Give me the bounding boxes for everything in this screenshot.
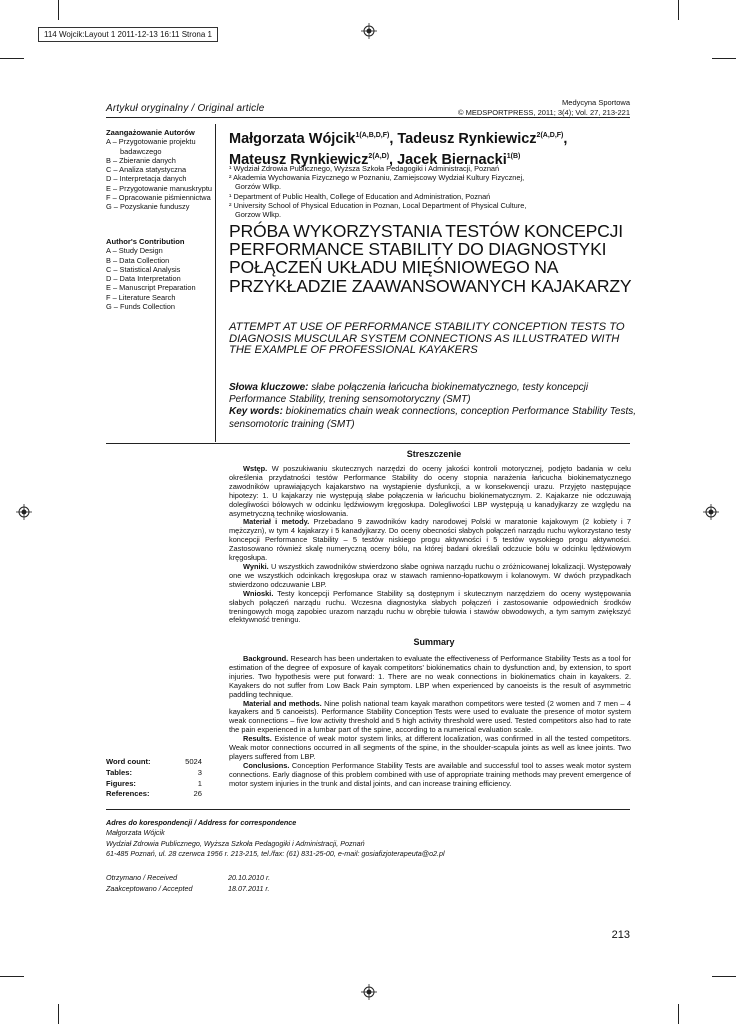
author-contribution-pl <box>106 128 216 212</box>
paragraph-text: Conception Performance Stability Tests are available and successful tool to asses weak motor system connections. Early diagnose of this problem combined with use of appropriate training methods may prevent emergence of motor system injuries in the trunk and distal joints, and can increase training efficiency. <box>229 760 631 788</box>
summary-heading: Summary <box>413 637 455 647</box>
contribution-item: badawczego <box>120 146 162 156</box>
count-value: 26 <box>193 789 202 799</box>
registration-mark-top-icon <box>361 23 377 39</box>
author-name: , Jacek Biernacki <box>389 151 507 168</box>
contribution-item: D – Interpretacja danych <box>106 174 187 184</box>
date-label: Otrzymano / Received <box>106 873 178 882</box>
contribution-item: C – Statistical Analysis <box>106 264 181 274</box>
abstract-paragraph <box>229 762 631 789</box>
keywords-en-text: biokinematics chain weak connections, conception Performance Stability Tests, sensomotoric training (SMT) <box>229 406 637 430</box>
count-value: 1 <box>197 778 202 788</box>
crop-mark-bottom-right-v <box>678 1004 679 1024</box>
crop-mark-bottom-right-h <box>712 976 736 977</box>
header-rule <box>106 117 630 118</box>
title-english: ATTEMPT AT USE OF PERFORMANCE STABILITY CONCEPTION TESTS TO DIAGNOSIS MUSCULAR SYSTEM CONNECTIONS AS ILLUSTRATED WITH THE EXAMPLE OF PROFESSIONAL KAYAKERS <box>229 321 625 357</box>
paragraph-text: Nine polish national team kayak marathon competitors were tested (2 women and 7 men – 4 kayakers and 5 canoeists). Performance Stability Conception Tests were used to evaluate the presence of motor system weak connections – five low activity threshold and 5 high activity threshold were used. Tested competitors also had to rate the pain experienced in a lumbar part of the spine, according to a numerical evaluation scale. <box>229 698 632 735</box>
author-contribution-en <box>106 237 216 311</box>
title-polish: PRÓBA WYKORZYSTANIA TESTÓW KONCEPCJI PERFORMANCE STABILITY DO DIAGNOSTYKI POŁĄCZEŃ UKŁADU MIĘŚNIOWEGO NA PRZYKŁADZIE ZAAWANSOWANYCH KAJAKARZY <box>229 221 632 296</box>
paragraph-label: Material and methods. <box>243 698 322 708</box>
date-row <box>106 873 270 884</box>
contribution-item: B – Data Collection <box>106 255 170 265</box>
author-list <box>229 127 639 169</box>
count-label: Word count: <box>106 757 151 766</box>
date-label: Zaakceptowano / Accepted <box>106 883 193 893</box>
abstract-paragraph <box>229 735 631 762</box>
keywords-pl-text: słabe połączenia łańcucha biokinematycznego, testy koncepcji Performance Stability, trening sensomotoryczny (SMT) <box>229 382 589 406</box>
contribution-item: B – Zbieranie danych <box>106 155 176 165</box>
paragraph-text: Research has been undertaken to evaluate the effectiveness of Performance Stability Tests as a tool for estimation of the degree of exposure of kayak competitors' biokinematics chain to dysfunction and, by extension, to sport injuries. Two hypothesis were put forward: 1. There are no weak connections in biokinematics chain in kayakers. 2. Kayakers do not suffer from Low Back Pain symptom. LBP when experienced by canoeists is the result of asymmetric paddling technique. <box>229 654 631 699</box>
citation: © MEDSPORTPRESS, 2011; 3(4); Vol. 27, 213-221 <box>458 108 630 117</box>
affiliations <box>229 164 639 219</box>
paragraph-text: Przebadano 9 zawodników kadry narodowej Polski w maratonie kajakowym (2 kobiety i 7 mężczyzn), w tym 4 kajakarzy i 5 kanadyjkarzy. Do oceny obecności słabych połączeń narządu ruchu wykorzystano testy koncepcji Performance Stability – 5 testów niskiego progu aktywności i 5 testów wysokiego progu aktywności. Zastosowano również skalę numeryczną oceny bólu, na której badani określali odczucie bólu w odcinku lędźwiowym kręgosłupa. <box>229 517 631 563</box>
registration-mark-left-icon <box>16 504 32 520</box>
footer-rule <box>106 809 630 810</box>
article-type: Artykuł oryginalny / Original article <box>106 103 265 114</box>
paragraph-label: Results. <box>243 734 272 744</box>
correspondence-institution: Wydział Zdrowia Publicznego, Wyższa Szkoła Pedagogiki i Administracji, Poznań <box>106 838 365 848</box>
contribution-item: F – Opracowanie piśmiennictwa <box>106 193 211 203</box>
contribution-item: A – Study Design <box>106 246 163 256</box>
page-number: 213 <box>611 929 630 941</box>
paragraph-label: Wstęp. <box>243 464 268 473</box>
count-label: Figures: <box>106 778 136 788</box>
crop-mark-top-left-h <box>0 58 24 59</box>
paragraph-label: Wyniki. <box>243 561 269 571</box>
registration-mark-bottom-icon <box>361 984 377 1000</box>
author-name: , Tadeusz Rynkiewicz <box>389 130 537 147</box>
affiliation-line: ² Akademia Wychowania Fizycznego w Poznaniu, Zamiejscowy Wydział Kultury Fizycznej, <box>229 173 525 183</box>
author-name: Mateusz Rynkiewicz <box>229 151 369 168</box>
crop-mark-top-left-v <box>58 0 59 20</box>
paragraph-label: Wnioski. <box>243 588 274 598</box>
contribution-heading-pl: Zaangażowanie Autorów <box>106 128 195 137</box>
date-row <box>106 884 270 895</box>
sidebar-divider <box>215 124 216 442</box>
print-slug: 114 Wojcik:Layout 1 2011-12-13 16:11 Strona 1 <box>38 27 218 42</box>
contribution-item: D – Data Interpretation <box>106 274 181 284</box>
correspondence-heading: Adres do korespondencji / Address for correspondence <box>106 818 297 827</box>
paragraph-label: Background. <box>243 654 289 663</box>
streszczenie-body <box>229 465 631 625</box>
abstract-paragraph <box>229 700 631 736</box>
keywords-pl <box>229 382 639 406</box>
word-count-row <box>106 768 202 779</box>
paragraph-text: Existence of weak motor system links, at different localization, was confirmed in all the tested competitors. Weak motor connections occurred in all segments of the spine, in the shoulder-scapula joints as well as knee joints. Two players suffered from LBP. <box>229 734 631 761</box>
count-value: 3 <box>197 767 202 777</box>
paragraph-label: Conclusions. <box>243 760 290 770</box>
count-value: 5024 <box>185 757 202 766</box>
crop-mark-bottom-left-v <box>58 1004 59 1024</box>
author-separator: , <box>563 130 568 147</box>
author-name: Małgorzata Wójcik <box>229 130 356 147</box>
summary-body <box>229 655 631 789</box>
keywords-en <box>229 406 639 430</box>
contribution-item: A – Przygotowanie projektu <box>106 137 196 147</box>
affiliation-line: Gorzów Wlkp. <box>235 182 281 192</box>
count-label: References: <box>106 789 150 799</box>
streszczenie-heading: Streszczenie <box>406 449 462 459</box>
correspondence-address: 61-485 Poznań, ul. 28 czerwca 1956 r. 213-215, tel./fax: (61) 831-25-00, e-mail: gosiafizjoterapeuta@o2.pl <box>106 849 445 859</box>
keywords <box>229 382 639 431</box>
registration-mark-right-icon <box>703 504 719 520</box>
abstract-paragraph <box>229 655 631 700</box>
affiliation-line: Gorzow Wlkp. <box>235 210 281 220</box>
abstract-paragraph <box>229 518 631 563</box>
abstract-top-rule <box>106 443 630 444</box>
abstract-paragraph <box>229 590 631 626</box>
journal-citation <box>458 98 630 118</box>
submission-dates <box>106 873 270 894</box>
correspondence-name: Małgorzata Wójcik <box>106 828 165 838</box>
paragraph-label: Materiał i metody. <box>243 517 310 527</box>
correspondence <box>106 818 636 860</box>
author-roles: 1(A,B,D,F) <box>355 132 390 139</box>
contribution-item: E – Manuscript Preparation <box>106 283 196 293</box>
author-roles: 2(A,D) <box>368 152 390 160</box>
contribution-item: F – Literature Search <box>106 292 176 302</box>
affiliation-line: ¹ Department of Public Health, College of Education and Administration, Poznań <box>229 191 491 201</box>
date-value: 20.10.2010 r. <box>228 873 271 882</box>
keywords-en-label: Key words: <box>229 406 283 418</box>
crop-mark-top-right-h <box>712 58 736 59</box>
affiliation-line: ¹ Wydział Zdrowia Publicznego, Wyższa Szkoła Pedagogiki i Administracji, Poznań <box>229 164 500 173</box>
author-roles: 2(A,D,F) <box>536 132 564 139</box>
word-count-row <box>106 779 202 790</box>
contribution-item: C – Analiza statystyczna <box>106 165 187 175</box>
contribution-item: G – Pozyskanie funduszy <box>106 202 190 212</box>
paragraph-text: U wszystkich zawodników stwierdzono słabe ogniwa narządu ruchu o zróżnicowanej lokalizacji. Występowały one we wszystkich odcinkach kręgosłupa oraz w stawach ramienno-łopatkowym i kolanowym. W dwóch przypadkach stwierdzono odczuwanie LBP. <box>229 561 631 589</box>
crop-mark-bottom-left-h <box>0 976 24 977</box>
contribution-item: E – Przygotowanie manuskryptu <box>106 183 212 193</box>
count-label: Tables: <box>106 767 133 777</box>
word-count-row <box>106 789 202 800</box>
word-count-row <box>106 757 202 768</box>
date-value: 18.07.2011 r. <box>228 883 270 893</box>
journal-name: Medycyna Sportowa <box>562 98 630 107</box>
abstract-paragraph <box>229 563 631 590</box>
contribution-item: G – Funds Collection <box>106 302 176 312</box>
paragraph-text: Testy koncepcji Perfomance Stability są dostępnym i skutecznym narzędziem do oceny występowania słabych połączeń narządu ruchu. Wczesna diagnostyka słabych połączeń i zastosowanie odpowiednich środków treningowych mogą zapobiec urazom narządu ruchu w obrębie tułowia i stawów obwodowych, a tym samym zwiększyć efektywność treningu. <box>229 588 631 625</box>
word-count-box <box>106 757 202 800</box>
affiliation-line: ² University School of Physical Education in Poznan, Local Department of Physical Culture, <box>229 200 527 210</box>
abstract-paragraph <box>229 465 631 518</box>
keywords-pl-label: Słowa kluczowe: <box>229 382 309 393</box>
contribution-heading-en: Author's Contribution <box>106 237 185 246</box>
crop-mark-top-right-v <box>678 0 679 20</box>
paragraph-text: W poszukiwaniu skutecznych narzędzi do oceny jakości kontroli motorycznej, podjęto badania w celu określenia przydatności testów Performance Stability do oceny stopnia narażenia łańcucha biokinematycznego zawodników uprawiających kajakarstwo na wystąpienie dysfunkcji, a w konsekwencji urazu. Przyjęto następujące hipotezy: 1. U kajakarzy nie występują słabe połączenia w łańcuchu biokinematycznym. 2. Kajakarze nie odczuwają dolegliwości bólowych w odcinku lędźwiowym kręgosłupa. Dolegliwości LBP występują u kanadyjkarzy ze względu na asymetryczną technikę wiosłowania. <box>229 464 631 518</box>
author-roles: 1(B) <box>506 152 521 160</box>
